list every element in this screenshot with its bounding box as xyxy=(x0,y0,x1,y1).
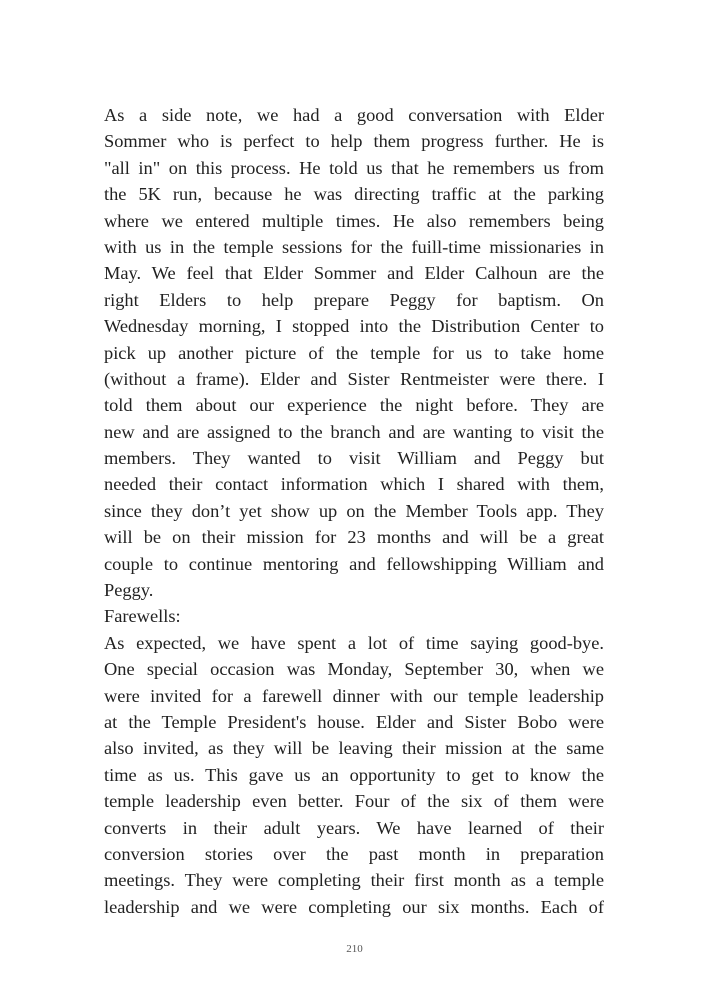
text-line: were invited for a farewell dinner with our temple leadership xyxy=(104,685,604,706)
text-line: Farewells: xyxy=(104,606,181,627)
text-line: As expected, we have spent a lot of time saying good-bye. xyxy=(104,632,604,653)
text-line: at the Temple President's house. Elder and Sister Bobo were xyxy=(104,711,604,732)
text-line: where we entered multiple times. He also remembers being xyxy=(104,210,604,231)
text-line: (without a frame). Elder and Sister Rentmeister were there. I xyxy=(104,368,604,389)
text-line: Wednesday morning, I stopped into the Distribution Center to xyxy=(104,316,604,337)
text-line: time as us. This gave us an opportunity to get to know the xyxy=(104,764,604,785)
text-line: new and are assigned to the branch and are wanting to visit the xyxy=(104,421,604,442)
text-line: As a side note, we had a good conversation with Elder xyxy=(104,105,604,125)
text-line: Peggy. xyxy=(104,580,154,601)
text-line: couple to continue mentoring and fellowshipping William and xyxy=(104,553,604,574)
document-body xyxy=(104,102,604,920)
text-line: Sommer who is perfect to help them progress further. He is xyxy=(104,131,604,152)
text-line: told them about our experience the night before. They are xyxy=(104,395,604,416)
text-line: also invited, as they will be leaving their mission at the same xyxy=(104,738,604,759)
text-line: meetings. They were completing their first month as a temple xyxy=(104,870,604,891)
text-line: with us in the temple sessions for the fuill-time missionaries in xyxy=(104,236,604,257)
text-line: will be on their mission for 23 months and will be a great xyxy=(104,527,604,548)
text-line: right Elders to help prepare Peggy for baptism. On xyxy=(104,289,604,310)
text-line: pick up another picture of the temple for us to take home xyxy=(104,342,604,363)
text-line: May. We feel that Elder Sommer and Elder Calhoun are the xyxy=(104,263,604,284)
text-line: conversion stories over the past month in preparation xyxy=(104,843,604,864)
text-line: the 5K run, because he was directing traffic at the parking xyxy=(104,184,604,205)
text-line: One special occasion was Monday, September 30, when we xyxy=(104,659,604,680)
text-line: since they don’t yet show up on the Member Tools app. They xyxy=(104,500,604,521)
text-line: needed their contact information which I shared with them, xyxy=(104,474,604,495)
page-number: 210 xyxy=(346,943,363,955)
text-line: temple leadership even better. Four of the six of them were xyxy=(104,791,604,812)
text-line: leadership and we were completing our six months. Each of xyxy=(104,896,604,917)
text-line: members. They wanted to visit William and Peggy but xyxy=(104,448,604,469)
text-line: "all in" on this process. He told us that he remembers us from xyxy=(104,157,604,178)
text-line: converts in their adult years. We have learned of their xyxy=(104,817,604,838)
